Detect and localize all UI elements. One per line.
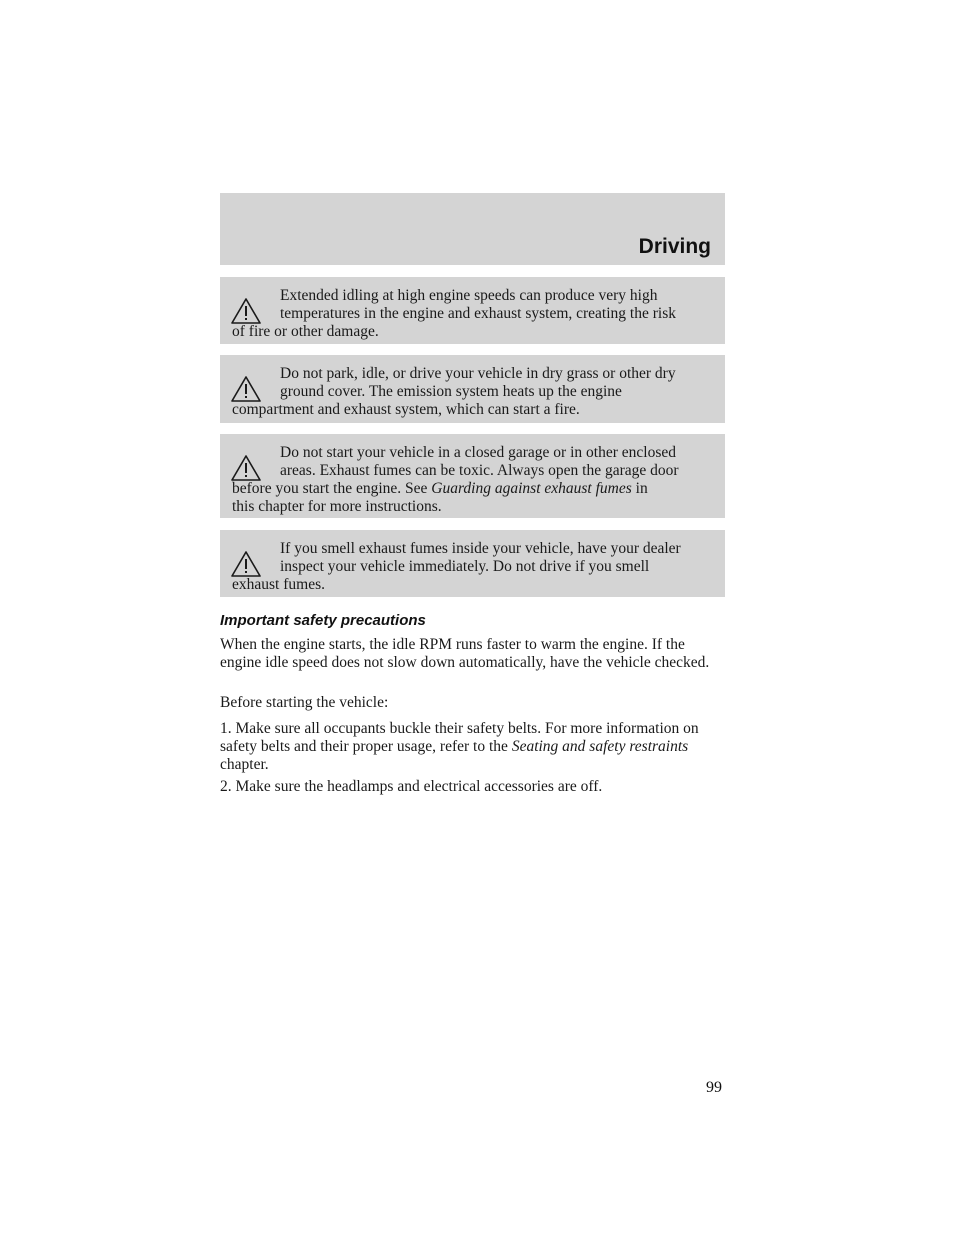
- warning-line: Extended idling at high engine speeds can produce very high: [280, 287, 658, 304]
- warning-triangle-icon: [230, 375, 262, 403]
- warning-line: If you smell exhaust fumes inside your vehicle, have your dealer: [280, 540, 681, 557]
- warning-first-lines: [232, 287, 713, 323]
- warning-text: before you start the engine. See: [232, 480, 432, 497]
- warning-box: [220, 355, 725, 423]
- paragraph: When the engine starts, the idle RPM runs faster to warm the engine. If the engine idle speed does not slow down automatically, have the vehicle checked.: [220, 636, 710, 671]
- warning-line: Do not park, idle, or drive your vehicle in dry grass or other dry: [280, 365, 676, 382]
- warning-line: this chapter for more instructions.: [232, 498, 442, 515]
- warning-triangle-icon: [230, 550, 262, 578]
- cross-reference: Guarding against exhaust fumes: [431, 480, 632, 497]
- chapter-header: [220, 193, 725, 265]
- paragraph: Before starting the vehicle:: [220, 694, 389, 711]
- warning-box: [220, 434, 725, 518]
- warning-first-lines: [232, 444, 713, 480]
- warning-line: exhaust fumes.: [232, 576, 325, 593]
- section-heading: Important safety precautions: [220, 612, 426, 629]
- warning-line: compartment and exhaust system, which can start a fire.: [232, 401, 580, 418]
- warning-box: [220, 530, 725, 597]
- warning-line: of fire or other damage.: [232, 323, 379, 340]
- warning-box: [220, 277, 725, 344]
- warning-first-lines: [232, 365, 713, 401]
- cross-reference: Seating and safety restraints: [511, 738, 689, 755]
- paragraph-text: 1. Make sure all occupants buckle their safety belts. For more information on safety belts and their proper usage, refer to the: [220, 720, 699, 755]
- warning-line: ground cover. The emission system heats up the engine: [280, 383, 622, 400]
- paragraph: 2. Make sure the headlamps and electrical accessories are off.: [220, 778, 603, 795]
- chapter-title: Driving: [638, 235, 711, 258]
- page-number: 99: [706, 1079, 722, 1096]
- warning-text: in: [631, 480, 648, 497]
- warning-triangle-icon: [230, 454, 262, 482]
- warning-line: [232, 480, 713, 498]
- paragraph: [220, 720, 730, 774]
- warning-line: temperatures in the engine and exhaust system, creating the risk: [280, 305, 676, 322]
- paragraph-text: chapter.: [220, 756, 269, 773]
- warning-line: inspect your vehicle immediately. Do not drive if you smell: [280, 558, 650, 575]
- warning-line: areas. Exhaust fumes can be toxic. Always open the garage door: [280, 462, 679, 479]
- warning-first-lines: [232, 540, 713, 576]
- warning-line: Do not start your vehicle in a closed garage or in other enclosed: [280, 444, 676, 461]
- warning-triangle-icon: [230, 297, 262, 325]
